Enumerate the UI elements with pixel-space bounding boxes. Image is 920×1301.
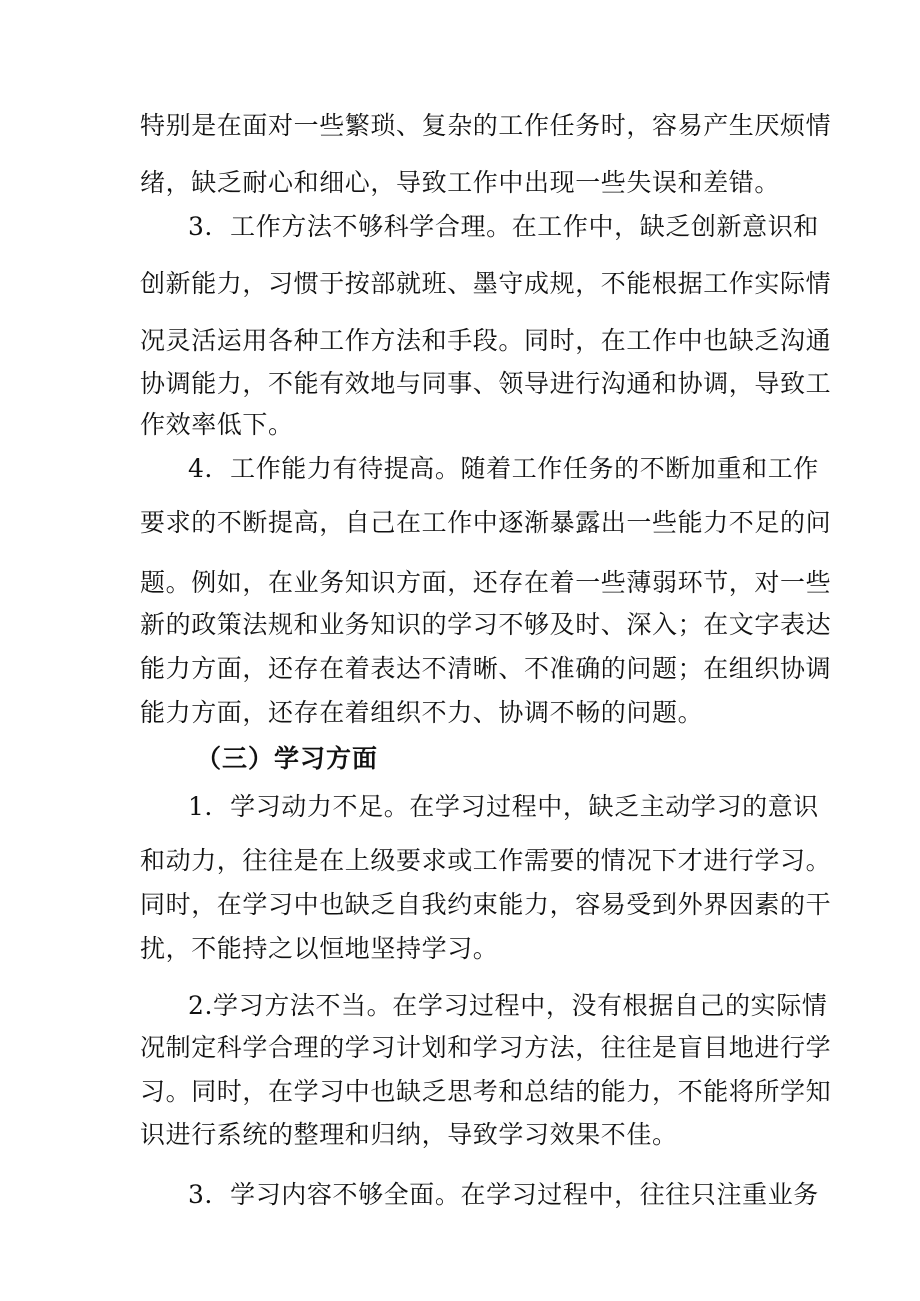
text-line: 协调能力，不能有效地与同事、领导进行沟通和协调，导致工 (140, 369, 832, 398)
text-line: 能力方面，还存在着组织不力、协调不畅的问题。 (140, 698, 704, 727)
section-heading: （三）学习方面 (196, 744, 379, 773)
text-line: 扰，不能持之以恒地坚持学习。 (140, 934, 499, 963)
text-line: 识进行系统的整理和归纳，导致学习效果不佳。 (140, 1120, 678, 1149)
text-line: 要求的不断提高，自己在工作中逐渐暴露出一些能力不足的问 (140, 508, 832, 537)
text-line: 新的政策法规和业务知识的学习不够及时、深入；在文字表达 (140, 610, 832, 639)
text-line: 1．学习动力不足。在学习过程中，缺乏主动学习的意识 (188, 792, 819, 821)
text-line: 况制定科学合理的学习计划和学习方法，往往是盲目地进行学 (140, 1033, 832, 1062)
text-line: 绪，缺乏耐心和细心，导致工作中出现一些失误和差错。 (140, 168, 781, 197)
text-line: 特别是在面对一些繁琐、复杂的工作任务时，容易产生厌烦情 (140, 111, 832, 140)
text-line: 作效率低下。 (140, 410, 294, 439)
text-line: 题。例如，在业务知识方面，还存在着一些薄弱环节，对一些 (140, 568, 832, 597)
text-line: 2.学习方法不当。在学习过程中，没有根据自己的实际情 (188, 991, 828, 1020)
text-line: 3．工作方法不够科学合理。在工作中，缺乏创新意识和 (188, 212, 819, 241)
text-line: 和动力，往往是在上级要求或工作需要的情况下才进行学习。 (140, 846, 832, 875)
text-line: 况灵活运用各种工作方法和手段。同时，在工作中也缺乏沟通 (140, 326, 832, 355)
text-line: 3．学习内容不够全面。在学习过程中，往往只注重业务 (188, 1180, 819, 1209)
text-line: 习。同时，在学习中也缺乏思考和总结的能力，不能将所学知 (140, 1077, 832, 1106)
text-line: 创新能力，习惯于按部就班、墨守成规，不能根据工作实际情 (140, 269, 832, 298)
text-line: 同时，在学习中也缺乏自我约束能力，容易受到外界因素的干 (140, 890, 832, 919)
text-line: 能力方面，还存在着表达不清晰、不准确的问题；在组织协调 (140, 654, 832, 683)
text-line: 4．工作能力有待提高。随着工作任务的不断加重和工作 (188, 454, 819, 483)
